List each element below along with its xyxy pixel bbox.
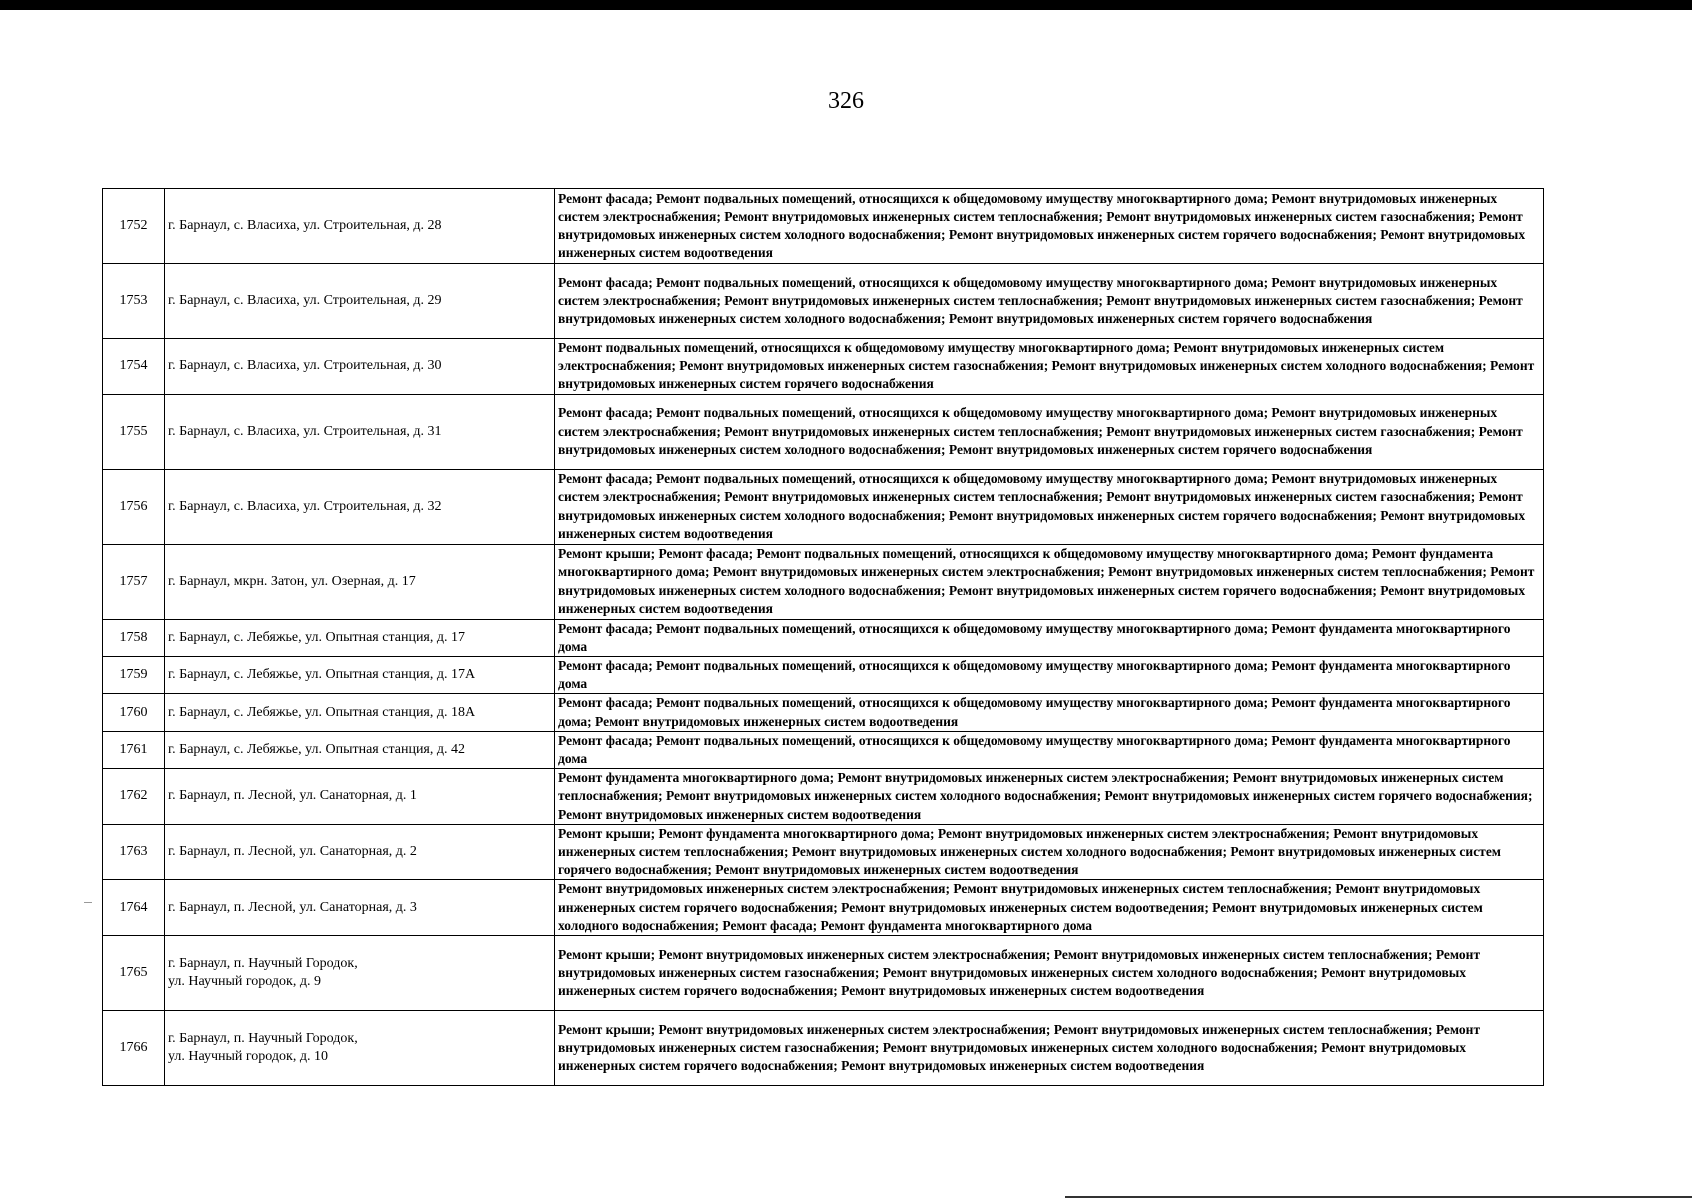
row-address: г. Барнаул, с. Власиха, ул. Строительная, д. 31 (165, 394, 555, 469)
table-row (103, 769, 1544, 825)
row-address: г. Барнаул, с. Лебяжье, ул. Опытная станция, д. 17 (165, 619, 555, 656)
row-address: г. Барнаул, п. Лесной, ул. Санаторная, д. 2 (165, 824, 555, 880)
row-address: г. Барнаул, с. Лебяжье, ул. Опытная станция, д. 17А (165, 657, 555, 694)
row-works: Ремонт фасада; Ремонт подвальных помещений, относящихся к общедомовому имуществу многоквартирного дома; Ремонт фундамента многоквартирного дома; Ремонт внутридомовых инженерных систем водоотведения (555, 694, 1544, 731)
row-number: 1757 (103, 544, 165, 619)
row-number: 1764 (103, 880, 165, 936)
table-row (103, 1011, 1544, 1086)
row-number: 1758 (103, 619, 165, 656)
address-line: г. Барнаул, п. Научный Городок, (168, 955, 358, 971)
table-row (103, 619, 1544, 656)
row-address: г. Барнаул, с. Власиха, ул. Строительная, д. 32 (165, 469, 555, 544)
table-row (103, 469, 1544, 544)
row-number: 1762 (103, 769, 165, 825)
row-works: Ремонт фундамента многоквартирного дома; Ремонт внутридомовых инженерных систем электроснабжения; Ремонт внутридомовых инженерных систем теплоснабжения; Ремонт внутридомовых инженерных систем холодного водоснабжения; Ремонт внутридомовых инженерных систем горячего водоснабжения; Ремонт внутридомовых инженерных систем водоотведения (555, 769, 1544, 825)
row-number: 1766 (103, 1011, 165, 1086)
row-address: г. Барнаул, с. Лебяжье, ул. Опытная станция, д. 18А (165, 694, 555, 731)
row-number: 1752 (103, 189, 165, 264)
row-works: Ремонт фасада; Ремонт подвальных помещений, относящихся к общедомовому имуществу многоквартирного дома; Ремонт внутридомовых инженерных систем электроснабжения; Ремонт внутридомовых инженерных систем теплоснабжения; Ремонт внутридомовых инженерных систем газоснабжения; Ремонт внутридомовых инженерных систем холодного водоснабжения; Ремонт внутридомовых инженерных систем горячего водоснабжения (555, 264, 1544, 339)
table-row (103, 694, 1544, 731)
row-address: г. Барнаул, с. Власиха, ул. Строительная, д. 30 (165, 339, 555, 395)
address-line: г. Барнаул, п. Научный Городок, (168, 1030, 358, 1046)
table-row (103, 394, 1544, 469)
table-row (103, 824, 1544, 880)
repair-register-table (102, 188, 1544, 1086)
row-number: 1763 (103, 824, 165, 880)
row-works: Ремонт фасада; Ремонт подвальных помещений, относящихся к общедомовому имуществу многоквартирного дома; Ремонт внутридомовых инженерных систем электроснабжения; Ремонт внутридомовых инженерных систем теплоснабжения; Ремонт внутридомовых инженерных систем газоснабжения; Ремонт внутридомовых инженерных систем холодного водоснабжения; Ремонт внутридомовых инженерных систем горячего водоснабжения (555, 394, 1544, 469)
table-row (103, 189, 1544, 264)
row-address: г. Барнаул, с. Власиха, ул. Строительная, д. 29 (165, 264, 555, 339)
table-row (103, 731, 1544, 768)
row-works: Ремонт фасада; Ремонт подвальных помещений, относящихся к общедомовому имуществу многоквартирного дома; Ремонт внутридомовых инженерных систем электроснабжения; Ремонт внутридомовых инженерных систем теплоснабжения; Ремонт внутридомовых инженерных систем газоснабжения; Ремонт внутридомовых инженерных систем холодного водоснабжения; Ремонт внутридомовых инженерных систем горячего водоснабжения; Ремонт внутридомовых инженерных систем водоотведения (555, 469, 1544, 544)
row-works: Ремонт крыши; Ремонт внутридомовых инженерных систем электроснабжения; Ремонт внутридомовых инженерных систем теплоснабжения; Ремонт внутридомовых инженерных систем газоснабжения; Ремонт внутридомовых инженерных систем холодного водоснабжения; Ремонт внутридомовых инженерных систем горячего водоснабжения; Ремонт внутридомовых инженерных систем водоотведения (555, 1011, 1544, 1086)
scan-bottom-edge (1065, 1196, 1692, 1198)
table-row (103, 657, 1544, 694)
row-works: Ремонт крыши; Ремонт фундамента многоквартирного дома; Ремонт внутридомовых инженерных систем электроснабжения; Ремонт внутридомовых инженерных систем теплоснабжения; Ремонт внутридомовых инженерных систем холодного водоснабжения; Ремонт внутридомовых инженерных систем горячего водоснабжения; Ремонт внутридомовых инженерных систем водоотведения (555, 824, 1544, 880)
address-line: ул. Научный городок, д. 10 (168, 1049, 328, 1065)
row-number: 1754 (103, 339, 165, 395)
row-works: Ремонт внутридомовых инженерных систем электроснабжения; Ремонт внутридомовых инженерных систем теплоснабжения; Ремонт внутридомовых инженерных систем горячего водоснабжения; Ремонт внутридомовых инженерных систем водоотведения; Ремонт внутридомовых инженерных систем холодного водоснабжения; Ремонт фасада; Ремонт фундамента многоквартирного дома (555, 880, 1544, 936)
row-number: 1765 (103, 936, 165, 1011)
row-number: 1761 (103, 731, 165, 768)
row-number: 1755 (103, 394, 165, 469)
row-works: Ремонт фасада; Ремонт подвальных помещений, относящихся к общедомовому имуществу многоквартирного дома; Ремонт фундамента многоквартирного дома (555, 731, 1544, 768)
row-address: г. Барнаул, с. Лебяжье, ул. Опытная станция, д. 42 (165, 731, 555, 768)
row-works: Ремонт крыши; Ремонт фасада; Ремонт подвальных помещений, относящихся к общедомовому имуществу многоквартирного дома; Ремонт фундамента многоквартирного дома; Ремонт внутридомовых инженерных систем электроснабжения; Ремонт внутридомовых инженерных систем теплоснабжения; Ремонт внутридомовых инженерных систем холодного водоснабжения; Ремонт внутридомовых инженерных систем горячего водоснабжения; Ремонт внутридомовых инженерных систем водоотведения (555, 544, 1544, 619)
row-number: 1756 (103, 469, 165, 544)
row-works: Ремонт крыши; Ремонт внутридомовых инженерных систем электроснабжения; Ремонт внутридомовых инженерных систем теплоснабжения; Ремонт внутридомовых инженерных систем газоснабжения; Ремонт внутридомовых инженерных систем холодного водоснабжения; Ремонт внутридомовых инженерных систем горячего водоснабжения; Ремонт внутридомовых инженерных систем водоотведения (555, 936, 1544, 1011)
row-address (165, 1011, 555, 1086)
row-works: Ремонт фасада; Ремонт подвальных помещений, относящихся к общедомовому имуществу многоквартирного дома; Ремонт фундамента многоквартирного дома (555, 619, 1544, 656)
table-row (103, 544, 1544, 619)
table-row (103, 264, 1544, 339)
row-address: г. Барнаул, с. Власиха, ул. Строительная, д. 28 (165, 189, 555, 264)
table-row (103, 880, 1544, 936)
table-row (103, 339, 1544, 395)
address-line: ул. Научный городок, д. 9 (168, 974, 321, 990)
row-number: 1759 (103, 657, 165, 694)
page-number: 326 (828, 88, 864, 114)
row-address: г. Барнаул, п. Лесной, ул. Санаторная, д. 1 (165, 769, 555, 825)
row-address (165, 936, 555, 1011)
row-number: 1760 (103, 694, 165, 731)
row-works: Ремонт фасада; Ремонт подвальных помещений, относящихся к общедомовому имуществу многоквартирного дома; Ремонт внутридомовых инженерных систем электроснабжения; Ремонт внутридомовых инженерных систем теплоснабжения; Ремонт внутридомовых инженерных систем газоснабжения; Ремонт внутридомовых инженерных систем холодного водоснабжения; Ремонт внутридомовых инженерных систем горячего водоснабжения; Ремонт внутридомовых инженерных систем водоотведения (555, 189, 1544, 264)
row-address: г. Барнаул, мкрн. Затон, ул. Озерная, д. 17 (165, 544, 555, 619)
row-works: Ремонт фасада; Ремонт подвальных помещений, относящихся к общедомовому имуществу многоквартирного дома; Ремонт фундамента многоквартирного дома (555, 657, 1544, 694)
table-body (103, 189, 1544, 1086)
row-number: 1753 (103, 264, 165, 339)
row-works: Ремонт подвальных помещений, относящихся к общедомовому имуществу многоквартирного дома; Ремонт внутридомовых инженерных систем электроснабжения; Ремонт внутридомовых инженерных систем газоснабжения; Ремонт внутридомовых инженерных систем холодного водоснабжения; Ремонт внутридомовых инженерных систем горячего водоснабжения (555, 339, 1544, 395)
scan-top-edge (0, 0, 1692, 10)
row-address: г. Барнаул, п. Лесной, ул. Санаторная, д. 3 (165, 880, 555, 936)
table-row (103, 936, 1544, 1011)
scan-mark (84, 902, 92, 903)
